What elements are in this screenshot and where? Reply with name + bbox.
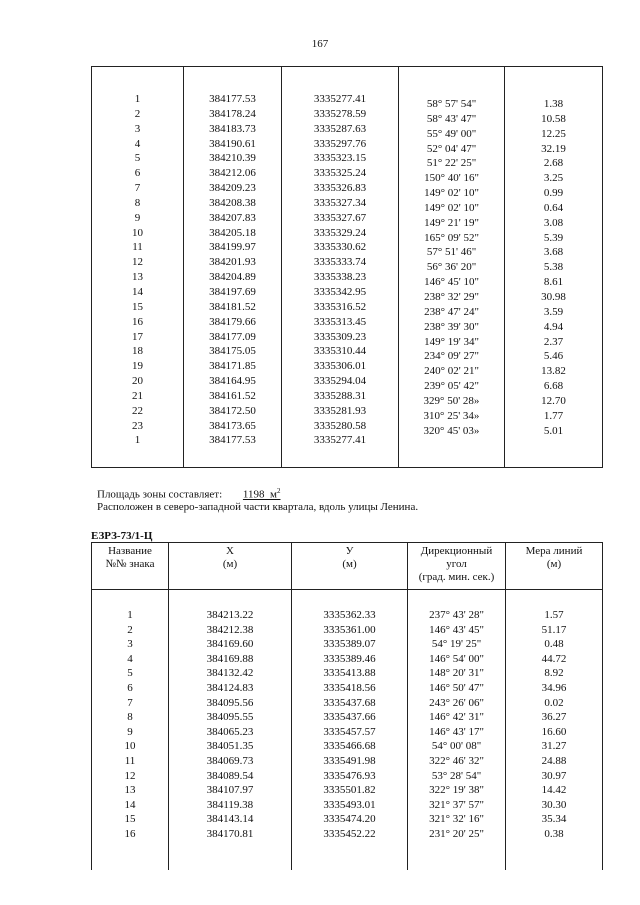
table-body-row (92, 590, 603, 871)
cell-value: 384169.88 (206, 652, 254, 665)
cell-value: 8.61 (543, 276, 564, 289)
cell-value: 32.19 (541, 142, 566, 155)
cell-value: 384119.38 (206, 798, 254, 811)
cell-value: 146° 43' 45" (429, 623, 484, 636)
cell-value: 51.17 (541, 623, 567, 636)
cell-value: 150° 40' 16" (424, 172, 479, 185)
header-x (169, 543, 292, 590)
cell-value: 8.92 (544, 667, 564, 680)
cell-value: 3.08 (543, 216, 564, 229)
cell-value: 3335277.41 (313, 93, 367, 105)
cell-value: 3335457.57 (323, 725, 376, 738)
cell-value: 3335294.04 (313, 375, 367, 388)
cell-value: 384171.85 (209, 360, 256, 373)
cell-value: 149° 02' 10" (424, 187, 479, 200)
cell-value: Дирекционный (420, 545, 493, 557)
cell-value: 3335326.83 (313, 182, 367, 195)
cell-value: 321° 37' 57" (429, 798, 484, 811)
cell-value: 2 (127, 623, 133, 636)
cell-value: 44.72 (541, 652, 567, 665)
cell-value: 384181.52 (209, 300, 256, 313)
cell-value: 13 (132, 271, 143, 284)
cell-value: 384213.22 (206, 609, 254, 621)
cell-value: 52° 04' 47" (426, 142, 477, 155)
cell-value: 384161.52 (209, 389, 256, 402)
cell-value: 12.25 (541, 127, 566, 140)
cell-value: 3 (134, 122, 141, 135)
cell-value: 15 (132, 300, 143, 313)
cell-value: 149° 19' 34" (424, 335, 479, 348)
direction-angle-column (408, 590, 506, 871)
cell-value: 384177.53 (209, 93, 256, 105)
cell-value: 14 (132, 285, 143, 298)
cell-value: 0.64 (543, 201, 564, 214)
cell-value: 3335333.74 (313, 256, 367, 269)
cell-value: 384095.56 (206, 696, 254, 709)
cell-value: (м) (222, 558, 238, 570)
cell-value: 24.88 (541, 754, 567, 767)
page-number: 167 (311, 38, 329, 50)
cell-value: 10.58 (541, 112, 566, 125)
cell-value: (град. мин. сек.) (418, 571, 495, 583)
cell-value: 384143.14 (206, 813, 254, 826)
cell-value: 384201.93 (209, 256, 256, 269)
cell-value: 0.02 (544, 696, 564, 709)
cell-value: 3335329.24 (313, 226, 367, 239)
cell-value: 384132.42 (206, 667, 254, 680)
cell-value: 0.38 (544, 827, 564, 840)
cell-value: 1.77 (543, 409, 564, 422)
cell-value: 310° 25' 34» (423, 409, 480, 422)
point-number-column (92, 67, 184, 468)
cell-value: 2.68 (543, 157, 564, 170)
cell-value: 3.25 (543, 172, 564, 185)
cell-value: 384177.53 (209, 434, 256, 447)
cell-value: 21 (132, 389, 143, 402)
cell-value: 237° 43' 28" (429, 609, 484, 621)
cell-value: №№ знака (105, 558, 155, 570)
cell-value: 58° 57' 54" (426, 98, 477, 110)
cell-value: 35.34 (541, 813, 567, 826)
cell-value: 384170.81 (206, 827, 254, 840)
cell-value: 30.98 (541, 290, 566, 303)
cell-value: 1.57 (544, 609, 564, 621)
cell-value: 10 (124, 740, 136, 753)
cell-value: 4 (127, 652, 133, 665)
cell-value: 384209.23 (209, 182, 256, 195)
cell-value: 55° 49' 00" (426, 127, 477, 140)
cell-value: 384212.06 (209, 167, 256, 180)
cell-value: 3335476.93 (323, 769, 376, 782)
cell-value: 384164.95 (209, 375, 256, 388)
cell-value: 384095.55 (206, 711, 254, 724)
cell-value: Мера линий (525, 545, 583, 557)
cell-value: 146° 54' 00" (429, 652, 484, 665)
cell-value: 146° 50' 47" (429, 681, 484, 694)
y-coordinate-column (292, 590, 408, 871)
cell-value: 238° 47' 24" (424, 305, 479, 318)
cell-value: 3335338.23 (313, 271, 367, 284)
cell-value: 5.46 (543, 350, 564, 363)
cell-value: 384069.73 (206, 754, 254, 767)
cell-value: 1 (127, 609, 133, 621)
cell-value: 3335330.62 (313, 241, 367, 254)
cell-value: 0.99 (543, 187, 564, 200)
cell-value: 12.70 (541, 394, 566, 407)
cell-value: 1 (134, 434, 141, 447)
cell-value: 14.42 (541, 784, 567, 797)
cell-value: 6.68 (543, 380, 564, 393)
cell-value: 3335327.67 (313, 211, 367, 224)
cell-value: 3335281.93 (313, 404, 367, 417)
cell-value: 34.96 (541, 681, 567, 694)
cell-value: 384175.05 (209, 345, 256, 358)
cell-value: 3335413.88 (323, 667, 376, 680)
cell-value: 3335313.45 (313, 315, 367, 328)
cell-value: 384199.97 (209, 241, 256, 254)
cell-value: 30.30 (541, 798, 567, 811)
cell-value: 384177.09 (209, 330, 256, 343)
header-y (292, 543, 408, 590)
cell-value: 3335323.15 (313, 152, 367, 165)
cell-value: 3335418.56 (323, 681, 376, 694)
cell-value: 3335389.46 (323, 652, 376, 665)
cell-value: 3335362.33 (323, 609, 376, 621)
cell-value: 5.39 (543, 231, 564, 244)
cell-value: 384197.69 (209, 285, 256, 298)
line-length-column (506, 590, 603, 871)
cell-value: 146° 42' 31" (429, 711, 484, 724)
cell-value: 3335491.98 (323, 754, 376, 767)
cell-value: 0.48 (544, 638, 564, 651)
cell-value: 16.60 (541, 725, 567, 738)
cell-value: 57° 51' 46" (426, 246, 477, 259)
cell-value: 3335452.22 (323, 827, 376, 840)
cell-value: 4 (134, 137, 141, 150)
cell-value: 234° 09' 27" (424, 350, 479, 363)
cell-value: 384212.38 (206, 623, 254, 636)
cell-value: 3335297.76 (313, 137, 367, 150)
cell-value: 3335437.68 (323, 696, 376, 709)
zone-area-line (97, 487, 280, 501)
cell-value: 384169.60 (206, 638, 254, 651)
direction-angle-column (399, 67, 505, 468)
cell-value: 384183.73 (209, 122, 256, 135)
cell-value: 3335278.59 (313, 107, 367, 120)
cell-value: 1 (134, 93, 141, 105)
cell-value: 165° 09' 52" (424, 231, 479, 244)
cell-value: 5.38 (543, 261, 564, 274)
cell-value: 384065.23 (206, 725, 254, 738)
cell-value: угол (446, 558, 467, 570)
cell-value: 8 (127, 711, 133, 724)
header-length (506, 543, 603, 590)
cell-value: 238° 32' 29" (424, 290, 479, 303)
cell-value: 3.59 (543, 305, 564, 318)
cell-value: 3335316.52 (313, 300, 367, 313)
cell-value: 3335310.44 (313, 345, 367, 358)
cell-value: 31.27 (541, 740, 567, 753)
cell-value: 18 (132, 345, 143, 358)
cell-value: 54° 19' 25" (431, 638, 482, 651)
coordinates-table-2 (91, 542, 603, 870)
cell-value: 30.97 (541, 769, 567, 782)
zone-title: ЕЗРЗ-73/1-Ц (91, 530, 153, 542)
cell-value: 3335474.20 (323, 813, 376, 826)
cell-value: 5 (134, 152, 141, 165)
cell-value: 321° 32' 16" (429, 813, 484, 826)
cell-value: 384205.18 (209, 226, 256, 239)
cell-value: 384089.54 (206, 769, 254, 782)
cell-value: 238° 39' 30" (424, 320, 479, 333)
cell-value: 322° 19' 38" (429, 784, 484, 797)
area-label: Площадь зоны составляет: (97, 488, 223, 501)
cell-value: 3335280.58 (313, 419, 367, 432)
cell-value: 22 (132, 404, 143, 417)
cell-value: 16 (124, 827, 136, 840)
location-description: Расположен в северо-западной части квартала, вдоль улицы Ленина. (97, 501, 419, 513)
table-header-row (92, 543, 603, 590)
cell-value: 3335325.24 (313, 167, 367, 180)
cell-value: 51° 22' 25" (426, 157, 477, 170)
cell-value: 240° 02' 21" (424, 365, 479, 378)
cell-value: 19 (132, 360, 143, 373)
cell-value: 146° 43' 17" (429, 725, 484, 738)
cell-value: 384210.39 (209, 152, 256, 165)
cell-value: 13 (124, 784, 136, 797)
cell-value: 7 (127, 696, 133, 709)
cell-value: 384204.89 (209, 271, 256, 284)
cell-value: 3335437.66 (323, 711, 376, 724)
cell-value: У (345, 545, 354, 557)
cell-value: 56° 36' 20" (426, 261, 477, 274)
cell-value: 148° 20' 31" (429, 667, 484, 680)
cell-value: 3335277.41 (313, 434, 367, 447)
cell-value: (м) (342, 558, 357, 570)
cell-value: 3335389.07 (323, 638, 376, 651)
cell-value: 12 (124, 769, 136, 782)
cell-value: 3335342.95 (313, 285, 367, 298)
cell-value: 20 (132, 375, 143, 388)
cell-value: 3335501.82 (323, 784, 376, 797)
cell-value: 5 (127, 667, 133, 680)
cell-value: 384173.65 (209, 419, 256, 432)
cell-value: 6 (127, 681, 133, 694)
point-number-column (92, 590, 169, 871)
header-name (92, 543, 169, 590)
cell-value: 3335493.01 (323, 798, 376, 811)
x-coordinate-column (184, 67, 282, 468)
cell-value: 384207.83 (209, 211, 256, 224)
cell-value: 8 (134, 196, 141, 209)
cell-value: 7 (134, 182, 141, 195)
cell-value: (м) (546, 558, 562, 570)
cell-value: 2 (134, 107, 141, 120)
cell-value: 54° 00' 08" (431, 740, 482, 753)
cell-value: 3335306.01 (313, 360, 367, 373)
cell-value: 11 (124, 754, 136, 767)
cell-value: 5.01 (543, 424, 564, 437)
cell-value: 3335287.63 (313, 122, 367, 135)
cell-value: 384179.66 (209, 315, 256, 328)
cell-value: 17 (132, 330, 143, 343)
cell-value: 9 (134, 211, 141, 224)
cell-value: 2.37 (543, 335, 564, 348)
cell-value: 329° 50' 28» (423, 394, 480, 407)
cell-value: 243° 26' 06" (429, 696, 484, 709)
cell-value: 11 (132, 241, 143, 254)
cell-value: 15 (124, 813, 136, 826)
cell-value: 23 (132, 419, 143, 432)
coordinates-table-1 (91, 66, 603, 468)
cell-value: 53° 28' 54" (431, 769, 482, 782)
cell-value: 231° 20' 25" (429, 827, 484, 840)
cell-value: 10 (132, 226, 143, 239)
cell-value: 3335288.31 (313, 389, 367, 402)
cell-value: 384051.35 (206, 740, 254, 753)
cell-value: 320° 45' 03» (423, 424, 480, 437)
cell-value: 13.82 (541, 365, 566, 378)
cell-value: 36.27 (541, 711, 567, 724)
cell-value: 9 (127, 725, 133, 738)
cell-value: Название (108, 545, 152, 557)
cell-value: Х (226, 545, 234, 557)
cell-value: 16 (132, 315, 143, 328)
cell-value: 3335466.68 (323, 740, 376, 753)
cell-value: 384178.24 (209, 107, 256, 120)
cell-value: 3335309.23 (313, 330, 367, 343)
cell-value: 14 (124, 798, 136, 811)
cell-value: 6 (134, 167, 141, 180)
cell-value: 149° 21' 19" (424, 216, 479, 229)
cell-value: 3335361.00 (323, 623, 376, 636)
cell-value: 239° 05' 42" (424, 380, 479, 393)
header-angle (408, 543, 506, 590)
x-coordinate-column (169, 590, 292, 871)
y-coordinate-column (282, 67, 399, 468)
cell-value: 384190.61 (209, 137, 256, 150)
cell-value: 4.94 (543, 320, 564, 333)
cell-value: 3 (127, 638, 133, 651)
cell-value: 149° 02' 10" (424, 201, 479, 214)
cell-value: 384208.38 (209, 196, 256, 209)
cell-value: 1.38 (543, 98, 564, 110)
cell-value: 3.68 (543, 246, 564, 259)
cell-value: 3335327.34 (313, 196, 367, 209)
line-length-column (505, 67, 603, 468)
cell-value: 12 (132, 256, 143, 269)
cell-value: 384172.50 (209, 404, 256, 417)
cell-value: 322° 46' 32" (429, 754, 484, 767)
cell-value: 146° 45' 10" (424, 276, 479, 289)
cell-value: 58° 43' 47" (426, 112, 477, 125)
cell-value: 384124.83 (206, 681, 254, 694)
area-value: 1198 $м^2$ (242, 487, 281, 501)
cell-value: 384107.97 (206, 784, 254, 797)
